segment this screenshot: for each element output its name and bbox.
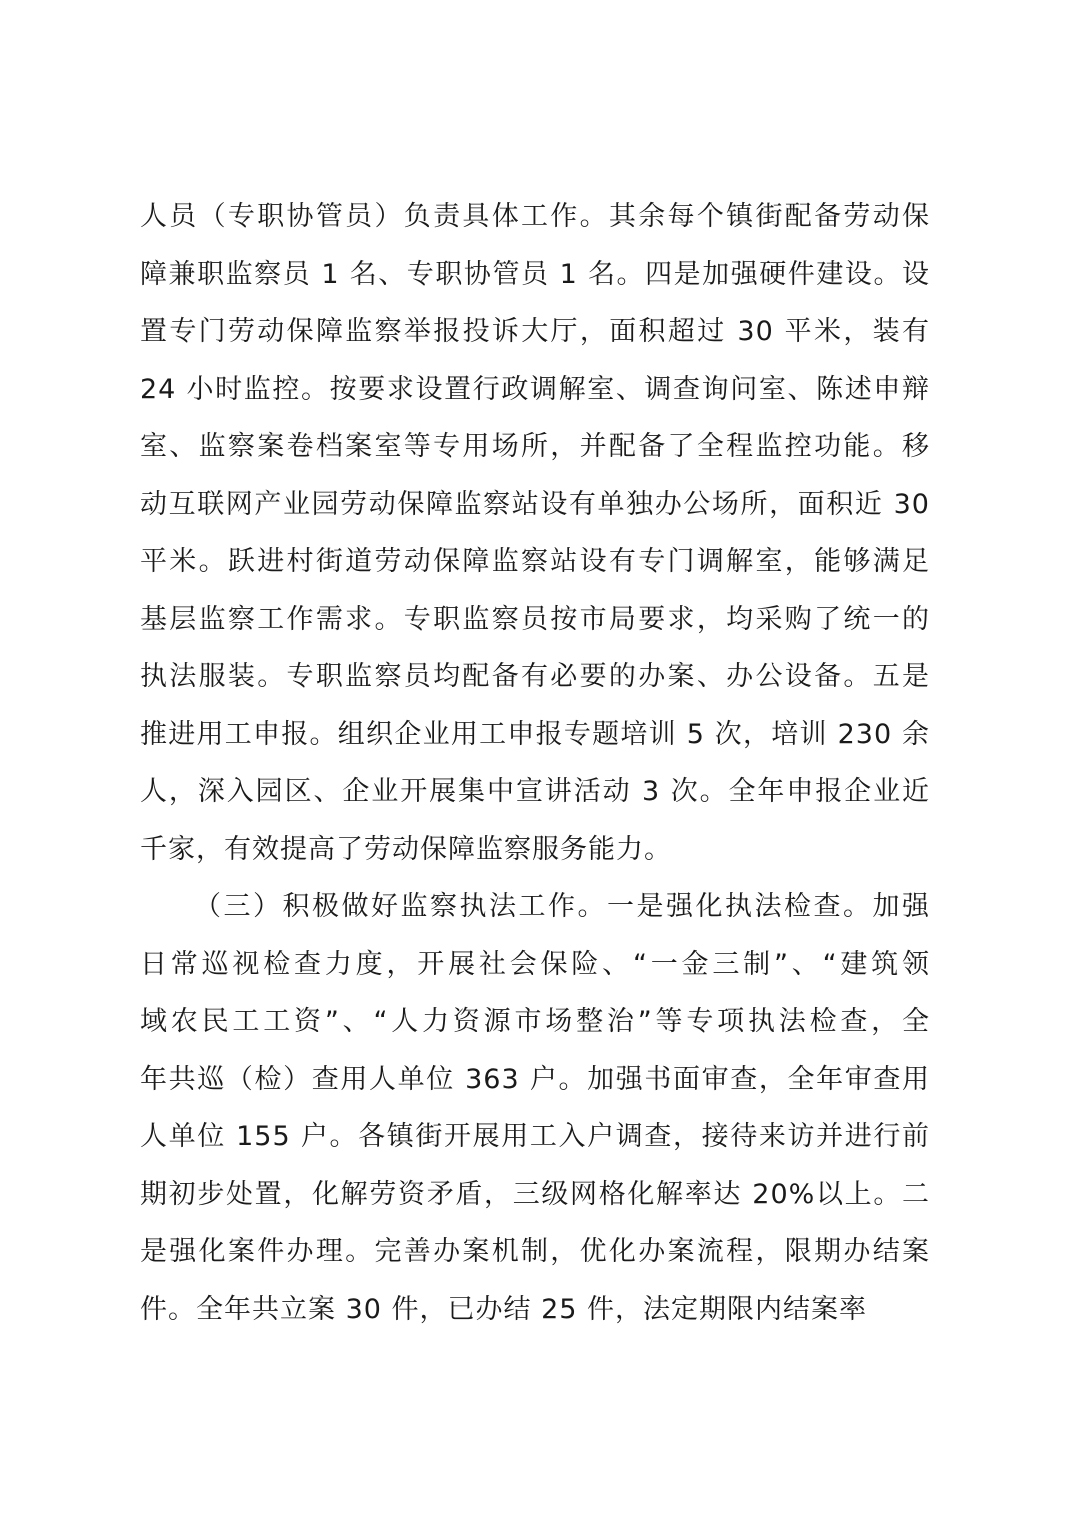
text-line: 动互联网产业园劳动保障监察站设有单独办公场所，面积近 30 bbox=[140, 488, 930, 520]
text-line: 是强化案件办理。完善办案机制，优化办案流程，限期办结案 bbox=[140, 1236, 930, 1267]
text-line: 件。全年共立案 30 件，已办结 25 件，法定期限内结案率 bbox=[140, 1293, 868, 1325]
text-line: 平米。跃进村街道劳动保障监察站设有专门调解室，能够满足 bbox=[140, 546, 930, 577]
text-line: 日常巡视检查力度，开展社会保险、“一金三制”、“建筑领 bbox=[140, 948, 930, 980]
text-line: 年共巡（检）查用人单位 363 户。加强书面审查，全年审查用 bbox=[140, 1063, 930, 1095]
text-line: 域农民工工资”、“人力资源市场整治”等专项执法检查，全 bbox=[140, 1006, 930, 1037]
text-line: 推进用工申报。组织企业用工申报专题培训 5 次，培训 230 余 bbox=[140, 718, 930, 750]
text-line: 千家，有效提高了劳动保障监察服务能力。 bbox=[140, 833, 672, 865]
text-line: 室、监察案卷档案室等专用场所，并配备了全程监控功能。移 bbox=[140, 431, 930, 462]
text-line: 人员（专职协管员）负责具体工作。其余每个镇街配备劳动保 bbox=[140, 201, 930, 232]
text-line: 置专门劳动保障监察举报投诉大厅，面积超过 30 平米，装有 bbox=[140, 316, 930, 347]
section-heading-line: （三）积极做好监察执法工作。一是强化执法检查。加强 bbox=[194, 891, 930, 922]
text-line: 执法服装。专职监察员均配备有必要的办案、办公设备。五是 bbox=[140, 661, 930, 692]
text-line: 期初步处置，化解劳资矛盾，三级网格化解率达 20%以上。二 bbox=[140, 1178, 930, 1210]
text-line: 人单位 155 户。各镇街开展用工入户调查，接待来访并进行前 bbox=[140, 1121, 930, 1152]
text-line: 基层监察工作需求。专职监察员按市局要求，均采购了统一的 bbox=[140, 603, 930, 635]
text-line: 人，深入园区、企业开展集中宣讲活动 3 次。全年申报企业近 bbox=[140, 776, 930, 807]
text-line: 24 小时监控。按要求设置行政调解室、调查询问室、陈述申辩 bbox=[140, 373, 930, 405]
body-text bbox=[140, 188, 930, 1338]
text-line: 障兼职监察员 1 名、专职协管员 1 名。四是加强硬件建设。设 bbox=[140, 258, 930, 290]
